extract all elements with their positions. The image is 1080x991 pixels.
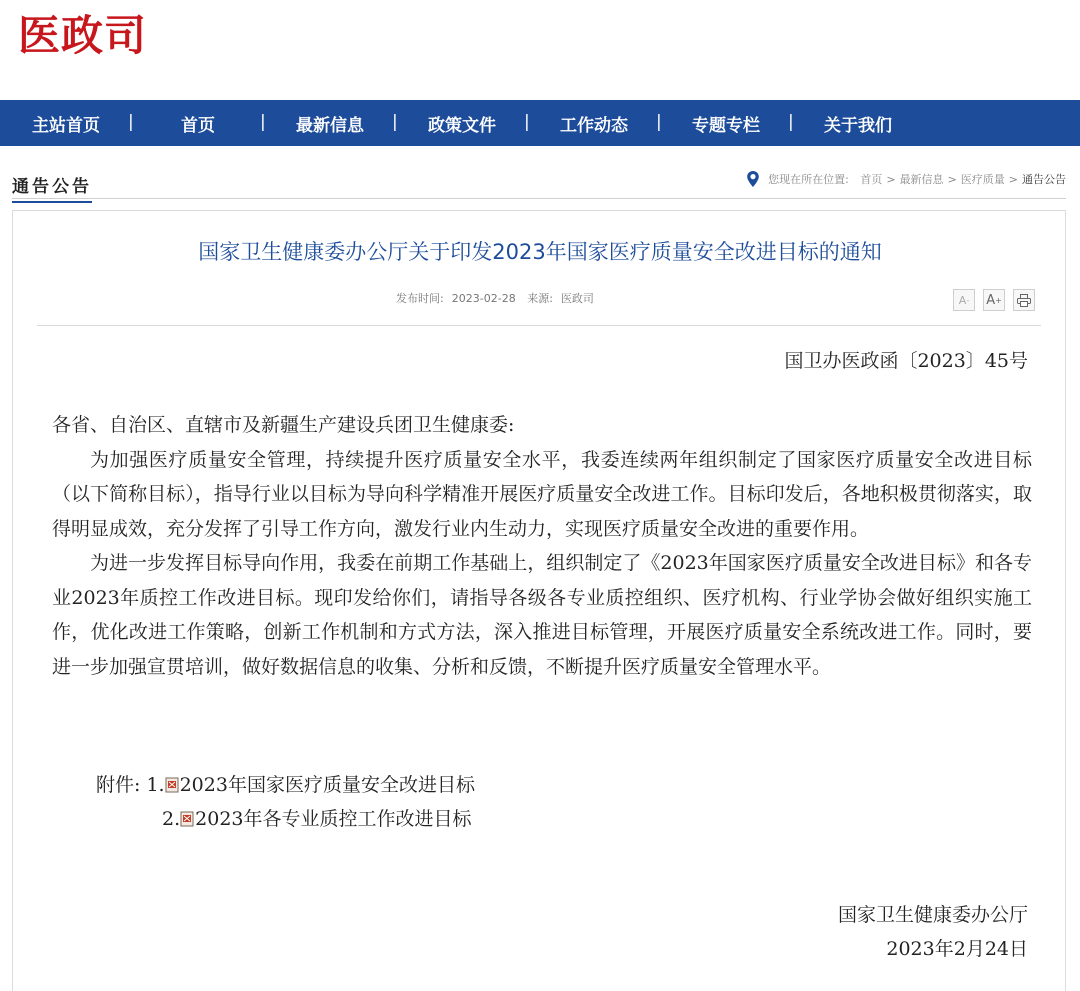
- salutation: 各省、自治区、直辖市及新疆生产建设兵团卫生健康委:: [52, 414, 515, 436]
- article-meta: [0, 290, 990, 306]
- breadcrumb-item-home[interactable]: 首页: [860, 173, 883, 186]
- meta-date: 2023-02-28: [451, 292, 516, 305]
- location-pin-icon: [746, 171, 760, 187]
- section-divider: [12, 198, 1066, 199]
- document-number: 国卫办医政函〔2023〕45号: [784, 350, 1028, 372]
- breadcrumb-item-current[interactable]: 通告公告: [1022, 173, 1066, 186]
- print-button[interactable]: [1013, 289, 1035, 311]
- article-title: 国家卫生健康委办公厅关于印发2023年国家医疗质量安全改进目标的通知: [198, 240, 882, 264]
- article-tools: [953, 289, 1035, 311]
- nav-item-work-news[interactable]: 工作动态: [560, 115, 628, 136]
- breadcrumb-separator: >: [886, 172, 896, 186]
- nav-item-main-home[interactable]: 主站首页: [32, 115, 100, 136]
- section-title: 通告公告: [12, 172, 92, 203]
- article-body: [52, 408, 1032, 684]
- body-paragraph: 为加强医疗质量安全管理，持续提升医疗质量安全水平，我委连续两年组织制定了国家医疗质量安全改进目标（以下简称目标），指导行业以目标为导向科学精准开展医疗质量安全改进工作。目标印发后，各地积极贯彻落实，取得明显成效，充分发挥了引导工作方向，激发行业内生动力，实现医疗质量安全改进的重要作用。: [52, 448, 1032, 540]
- attachments-label: 附件:: [96, 774, 141, 796]
- signature-date: 2023年2月24日: [886, 938, 1028, 960]
- breadcrumb-prefix: 您现在所在位置:: [768, 173, 849, 186]
- article-divider: [37, 325, 1041, 326]
- nav-item-home[interactable]: 首页: [181, 115, 215, 136]
- nav-item-topics[interactable]: 专题专栏: [692, 115, 760, 136]
- breadcrumb-separator: >: [947, 172, 957, 186]
- meta-source: 医政司: [560, 292, 594, 305]
- nav-item-about[interactable]: 关于我们: [824, 115, 892, 136]
- font-smaller-button[interactable]: A -: [953, 289, 975, 311]
- nav-item-latest[interactable]: 最新信息: [296, 115, 364, 136]
- font-larger-button[interactable]: A +: [983, 289, 1005, 311]
- breadcrumb-item-quality[interactable]: 医疗质量: [960, 173, 1005, 186]
- body-paragraph: 为进一步发挥目标导向作用，我委在前期工作基础上，组织制定了《2023年国家医疗质量安全改进目标》和各专业2023年质控工作改进目标。现印发给你们，请指导各级各专业质控组织、医疗机构、行业学协会做好组织实施工作，优化改进工作策略，创新工作机制和方式方法，深入推进目标管理，开展医疗质量安全系统改进工作。同时，要进一步加强宣贯培训，做好数据信息的收集、分析和反馈，不断提升医疗质量安全管理水平。: [52, 552, 1032, 678]
- site-logo[interactable]: 医政司: [18, 11, 148, 60]
- attachment-link[interactable]: 2023年国家医疗质量安全改进目标: [179, 774, 475, 796]
- breadcrumb-item-latest[interactable]: 最新信息: [899, 173, 944, 186]
- print-icon: [1017, 294, 1031, 307]
- signature: [838, 898, 1028, 966]
- attachment-number: 2.: [162, 808, 181, 830]
- pdf-file-icon: [180, 811, 194, 827]
- meta-source-label: 来源:: [527, 292, 553, 305]
- nav-item-policy[interactable]: 政策文件: [428, 115, 496, 136]
- breadcrumb: [746, 171, 1066, 187]
- attachment-number: 1.: [146, 774, 165, 796]
- pdf-file-icon: [165, 777, 179, 793]
- attachment-link[interactable]: 2023年各专业质控工作改进目标: [195, 808, 472, 830]
- meta-date-label: 发布时间:: [396, 292, 444, 305]
- signature-org: 国家卫生健康委办公厅: [837, 904, 1028, 926]
- attachments: [96, 768, 475, 836]
- breadcrumb-separator: >: [1008, 172, 1018, 186]
- main-nav: 主站首页 | 首页 | 最新信息 | 政策文件 | 工作动态 | 专题专栏 | 关于我们: [0, 100, 1080, 146]
